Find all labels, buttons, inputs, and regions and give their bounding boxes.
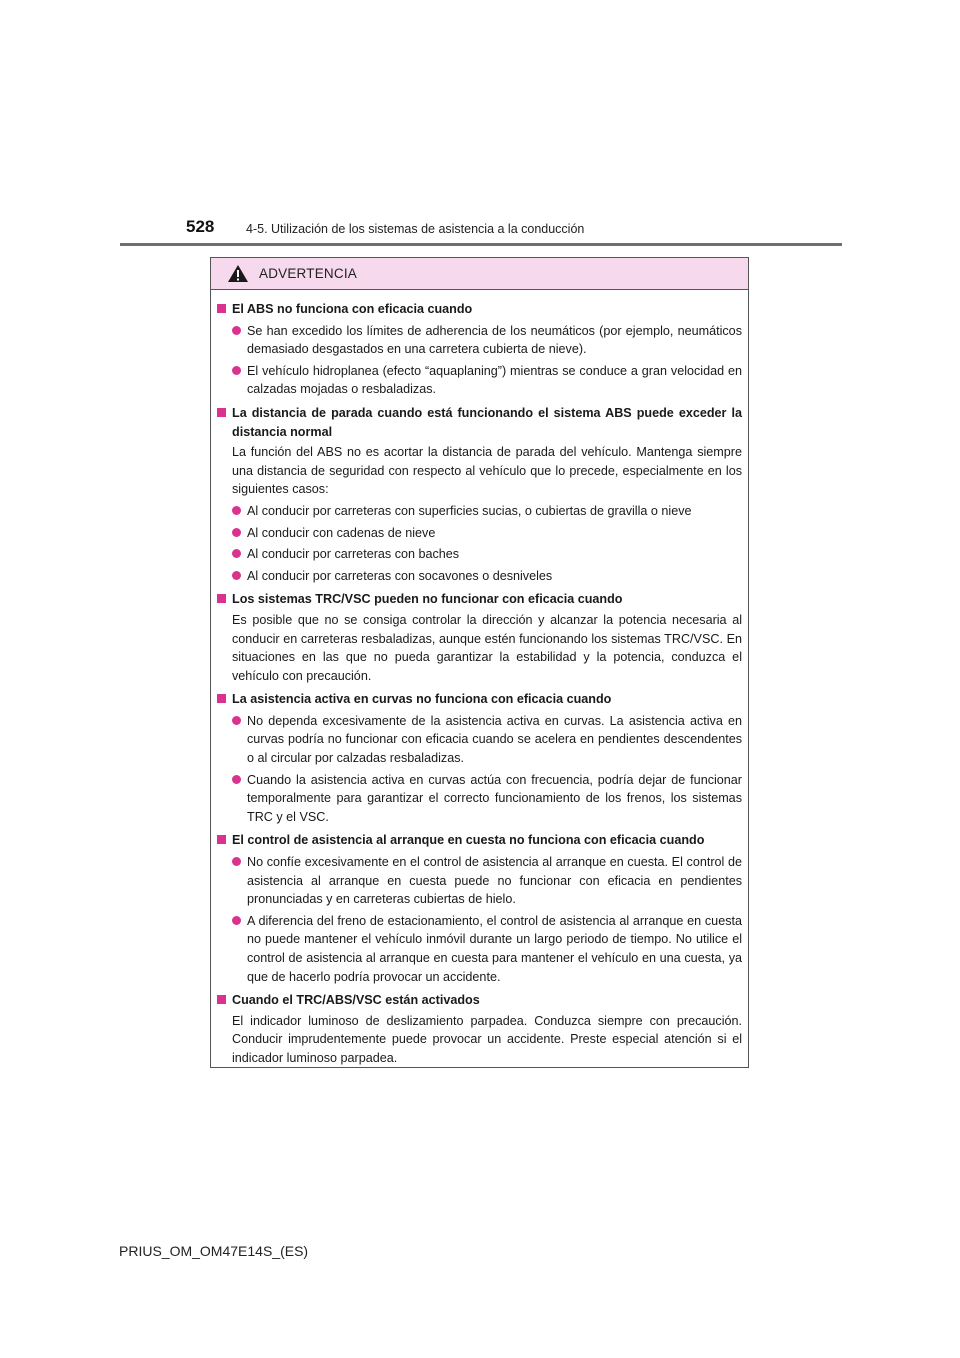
list-item-text: A diferencia del freno de estacionamiento, el control de asistencia al arranque en cuesta no puede mantener el vehículo inmóvil durante un largo periodo de tiempo. No utilice el control de asistencia al arranque en cuesta para mantener el vehículo en una cuesta, ya que de hacerlo podría provocar un accidente. bbox=[247, 913, 742, 984]
warning-section bbox=[217, 991, 742, 1067]
section-heading bbox=[217, 300, 742, 319]
section-paragraph: Es posible que no se consiga controlar la dirección y alcanzar la potencia necesaria al conducir en carreteras resbaladizas, aunque estén funcionando los sistemas TRC/VSC. En situaciones en las que no pueda garantizar la estabilidad y la potencia, conduzca el vehículo con precaución. bbox=[232, 612, 742, 683]
section-heading bbox=[217, 831, 742, 850]
section-title: 4-5. Utilización de los sistemas de asistencia a la conducción bbox=[246, 222, 585, 236]
circle-bullet-icon bbox=[232, 571, 241, 580]
list-item bbox=[232, 567, 742, 586]
document-code: PRIUS_OM_OM47E14S_(ES) bbox=[119, 1243, 309, 1259]
circle-bullet-icon bbox=[232, 857, 241, 866]
section-heading-text: La distancia de parada cuando está funcionando el sistema ABS puede exceder la distancia normal bbox=[232, 405, 742, 439]
header-divider bbox=[120, 243, 842, 246]
section-paragraph: El indicador luminoso de deslizamiento parpadea. Conduzca siempre con precaución. Conducir imprudentemente puede provocar un accidente. Preste especial atención si el indicador luminoso parpadea. bbox=[232, 1013, 742, 1065]
warning-box bbox=[210, 257, 749, 1068]
list-item-text: Al conducir por carreteras con baches bbox=[247, 547, 460, 562]
square-bullet-icon bbox=[217, 304, 226, 313]
section-heading bbox=[217, 404, 742, 441]
circle-bullet-icon bbox=[232, 528, 241, 537]
list-item-text: No dependa excesivamente de la asistencia activa en curvas. La asistencia activa en curvas podría no funcionar con eficacia cuando se acelera en pendientes descendentes o al circular por calzadas resbaladizas. bbox=[247, 713, 742, 766]
warning-header bbox=[211, 258, 748, 290]
section-heading-text: El control de asistencia al arranque en cuesta no funciona con eficacia cuando bbox=[232, 833, 705, 848]
circle-bullet-icon bbox=[232, 916, 241, 925]
list-item-text: El vehículo hidroplanea (efecto “aquaplaning”) mientras se conduce a gran velocidad en calzadas mojadas o resbaladizas. bbox=[247, 363, 742, 397]
list-item bbox=[232, 853, 742, 909]
square-bullet-icon bbox=[217, 995, 226, 1004]
warning-section bbox=[217, 690, 742, 826]
list-item-text: Al conducir con cadenas de nieve bbox=[247, 525, 436, 540]
section-paragraph: La función del ABS no es acortar la distancia de parada del vehículo. Mantenga siempre una distancia de seguridad con respecto al vehículo que lo precede, especialmente en los siguientes casos: bbox=[232, 445, 742, 497]
square-bullet-icon bbox=[217, 408, 226, 417]
square-bullet-icon bbox=[217, 835, 226, 844]
list-item-text: No confíe excesivamente en el control de asistencia al arranque en cuesta. El control de asistencia al arranque en cuesta puede no funcionar con eficacia en pendientes pronunciadas y en carreteras cubiertas de hielo. bbox=[247, 855, 742, 907]
list-item-text: Al conducir por carreteras con superficies sucias, o cubiertas de gravilla o nieve bbox=[247, 503, 692, 518]
warning-section bbox=[217, 590, 742, 685]
square-bullet-icon bbox=[217, 694, 226, 703]
list-item bbox=[232, 502, 742, 521]
circle-bullet-icon bbox=[232, 775, 241, 784]
circle-bullet-icon bbox=[232, 506, 241, 515]
warning-title: ADVERTENCIA bbox=[259, 266, 357, 281]
list-item-text: Al conducir por carreteras con socavones o desniveles bbox=[247, 568, 553, 583]
circle-bullet-icon bbox=[232, 326, 241, 335]
circle-bullet-icon bbox=[232, 716, 241, 725]
section-heading-text: El ABS no funciona con eficacia cuando bbox=[232, 302, 473, 316]
list-item bbox=[232, 912, 742, 986]
square-bullet-icon bbox=[217, 594, 226, 603]
section-heading-text: Los sistemas TRC/VSC pueden no funcionar con eficacia cuando bbox=[232, 592, 623, 607]
section-heading-text: Cuando el TRC/ABS/VSC están activados bbox=[232, 993, 480, 1008]
page-number: 528 bbox=[186, 217, 215, 236]
warning-triangle-icon bbox=[227, 264, 249, 283]
section-heading-text: La asistencia activa en curvas no funciona con eficacia cuando bbox=[232, 692, 612, 707]
list-item-text: Cuando la asistencia activa en curvas actúa con frecuencia, podría dejar de funcionar temporalmente para garantizar el correcto funcionamiento de los frenos, los sistemas TRC y el VSC. bbox=[247, 772, 742, 824]
section-heading bbox=[217, 991, 742, 1010]
warning-section bbox=[217, 831, 742, 986]
list-item-text: Se han excedido los límites de adherencia de los neumáticos (por ejemplo, neumáticos demasiado desgastados en una carretera cubierta de nieve). bbox=[247, 323, 742, 357]
warning-section bbox=[217, 300, 742, 399]
circle-bullet-icon bbox=[232, 366, 241, 375]
warning-body bbox=[211, 290, 748, 1068]
section-heading bbox=[217, 690, 742, 709]
list-item bbox=[232, 545, 742, 564]
section-heading bbox=[217, 590, 742, 609]
list-item bbox=[232, 322, 742, 359]
list-item bbox=[232, 771, 742, 827]
warning-section bbox=[217, 404, 742, 585]
list-item bbox=[232, 524, 742, 543]
circle-bullet-icon bbox=[232, 549, 241, 558]
list-item bbox=[232, 712, 742, 768]
list-item bbox=[232, 362, 742, 399]
